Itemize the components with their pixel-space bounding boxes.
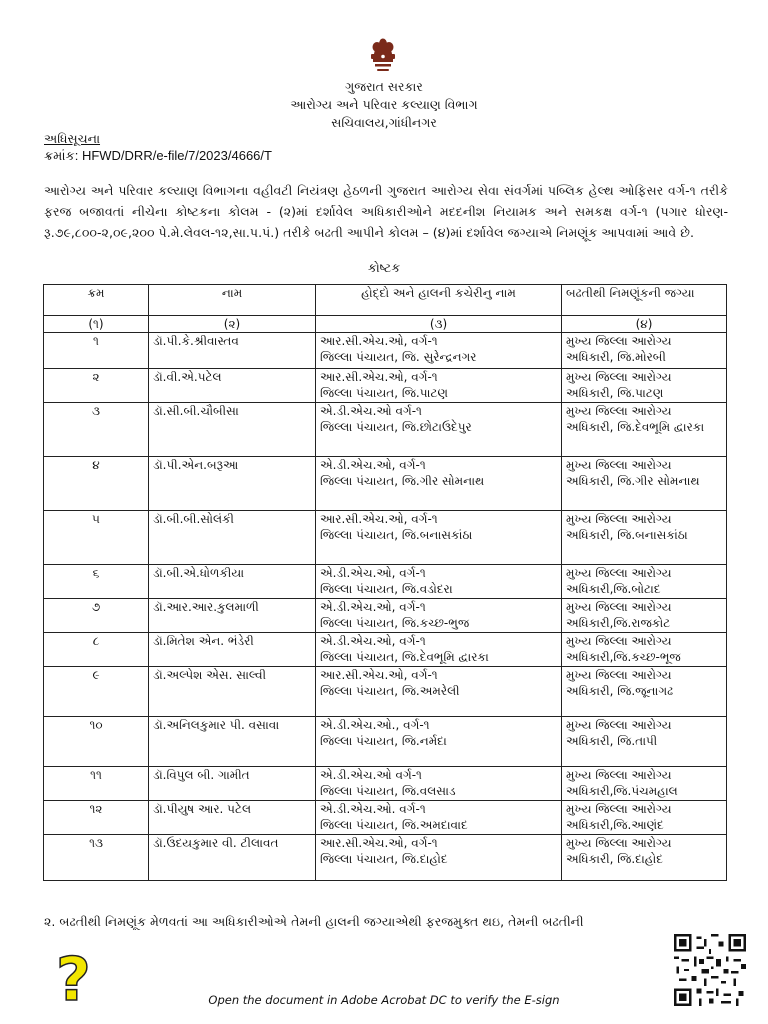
table-row (44, 403, 727, 457)
serial-cell-text: ૯ (92, 668, 100, 682)
serial-cell (44, 369, 149, 403)
new-post-cell-text: અધિકારી, જિ.મોરબી (566, 350, 666, 364)
new-post-cell-text: અધિકારી, જિ.જૂનાગઢ (566, 684, 674, 698)
new-post-cell-text: અધિકારી,જિ.કચ્છ-ભૂજ (566, 650, 681, 664)
current-post-cell-text: એ.ડી.એચ.ઓ, વર્ગ-૧ (320, 600, 426, 614)
new-post-cell (562, 599, 727, 633)
new-post-cell (562, 801, 727, 835)
serial-cell-text: ૫ (92, 512, 100, 526)
serial-cell-text: ૧૦ (89, 718, 103, 732)
name-cell (149, 767, 316, 801)
current-post-cell-text: જિલ્લા પંચાયત, જિ.નર્મદા (320, 734, 447, 748)
new-post-cell (562, 369, 727, 403)
new-post-cell-text: મુખ્ય જિલ્લા આરોગ્ય (566, 768, 672, 782)
column-number: (૪) (562, 316, 727, 333)
serial-cell (44, 599, 149, 633)
current-post-cell-text: આર.સી.એચ.ઓ, વર્ગ-૧ (320, 334, 438, 348)
current-post-cell-text: જિલ્લા પંચાયત, જિ.પાટણ (320, 386, 448, 400)
current-post-cell-text: જિલ્લા પંચાયત, જિ.કચ્છ-ભુજ (320, 616, 470, 630)
national-emblem-icon (360, 34, 406, 80)
new-post-cell-text: અધિકારી,જિ.રાજકોટ (566, 616, 671, 630)
current-post-cell (316, 403, 562, 457)
serial-cell-text: ૮ (92, 634, 100, 648)
current-post-cell (316, 801, 562, 835)
current-post-cell-text: જિલ્લા પંચાયત, જિ.અમદાવાદ (320, 818, 468, 832)
serial-cell-text: ૧૧ (90, 768, 102, 782)
new-post-cell (562, 667, 727, 717)
name-cell (149, 565, 316, 599)
current-post-cell (316, 835, 562, 881)
column-number: (૨) (149, 316, 316, 333)
name-cell (149, 633, 316, 667)
name-cell (149, 511, 316, 565)
new-post-cell-text: મુખ્ય જિલ્લા આરોગ્ય (566, 668, 672, 682)
new-post-cell-text: મુખ્ય જિલ્લા આરોગ્ય (566, 334, 672, 348)
new-post-cell (562, 403, 727, 457)
name-cell-text: ડૉ.અનિલકુમાર પી. વસાવા (153, 718, 280, 732)
new-post-cell (562, 511, 727, 565)
name-cell-text: ડૉ.પી.એન.બરૂઆ (153, 458, 239, 472)
order-number: ક્રમાંક: HFWD/DRR/e-file/7/2023/4666/T (44, 148, 272, 163)
new-post-cell-text: મુખ્ય જિલ્લા આરોગ્ય (566, 802, 672, 816)
current-post-cell-text: એ.ડી.એચ.ઓ, વર્ગ-૧ (320, 458, 426, 472)
column-number-row (44, 316, 727, 333)
serial-cell-text: ૧૨ (89, 802, 103, 816)
new-post-cell (562, 633, 727, 667)
current-post-cell-text: આર.સી.એચ.ઓ, વર્ગ-૧ (320, 370, 438, 384)
new-post-cell-text: અધિકારી, જિ.પાટણ (566, 386, 664, 400)
current-post-cell-text: એ.ડી.એચ.ઓ વર્ગ-૧ (320, 404, 422, 418)
serial-cell-text: ૧ (93, 334, 99, 348)
current-post-cell (316, 599, 562, 633)
notification-label: અધિસૂચના (44, 131, 101, 146)
name-cell-text: ડૉ.બી.બી.સોલંકી (153, 512, 234, 526)
current-post-cell (316, 457, 562, 511)
table-header-row (44, 285, 727, 316)
new-post-cell-text: મુખ્ય જિલ્લા આરોગ્ય (566, 718, 672, 732)
name-cell (149, 599, 316, 633)
name-cell (149, 835, 316, 881)
qr-code-icon (674, 934, 746, 1006)
current-post-cell-text: આર.સી.એચ.ઓ, વર્ગ-૧ (320, 668, 438, 682)
table-row (44, 457, 727, 511)
current-post-cell (316, 667, 562, 717)
name-cell-text: ડૉ.આર.આર.કુલમાળી (153, 600, 259, 614)
serial-cell (44, 801, 149, 835)
body-paragraph: આરોગ્ય અને પરિવાર કલ્યાણ વિભાગના વહીવટી નિયંત્રણ હેઠળની ગુજરાત આરોગ્ય સેવા સંવર્ગમાં પબ્લિક હેલ્થ ઓફિસર વર્ગ-૧ તરીકે ફરજ બજાવતાં નીચેના કોષ્ટકના કોલમ - (૨)માં દર્શાવેલ અધિકારીઓને મદદનીશ નિયામક અને સમકક્ષ વર્ગ-૧ (પગાર ધોરણ- રૂ.૭૯,૮૦૦-૨,૦૯,૨૦૦ પે.મે.લેવલ-૧૨,સા.પ.પં.) તરીકે બઢતી આપીને કોલમ – (૪)માં દર્શાવેલ જગ્યાએ નિમણૂંક આપવામાં આવે છે. (44, 183, 728, 240)
new-post-cell-text: મુખ્ય જિલ્લા આરોગ્ય (566, 404, 672, 418)
unverified-signature-icon: ? (56, 945, 91, 1015)
current-post-cell-text: એ.ડી.એચ.ઓ., વર્ગ-૧ (320, 718, 430, 732)
serial-cell (44, 565, 149, 599)
serial-cell (44, 835, 149, 881)
current-post-cell (316, 333, 562, 369)
serial-cell (44, 667, 149, 717)
current-post-cell (316, 717, 562, 767)
new-post-cell-text: અધિકારી, જિ.ગીર સોમનાથ (566, 474, 700, 488)
new-post-cell-text: મુખ્ય જિલ્લા આરોગ્ય (566, 458, 672, 472)
new-post-cell-text: અધિકારી,જિ.આણંદ (566, 818, 664, 832)
current-post-cell-text: એ.ડી.એચ.ઓ, વર્ગ-૧ (320, 634, 426, 648)
column-number: (૧) (44, 316, 149, 333)
promotion-table (43, 284, 727, 881)
current-post-cell-text: એ.ડી.એચ.ઓ વર્ગ-૧ (320, 768, 422, 782)
table-row (44, 667, 727, 717)
serial-cell (44, 403, 149, 457)
table-title: કોષ્ટક (367, 260, 401, 275)
new-post-cell (562, 835, 727, 881)
table-row (44, 633, 727, 667)
department-name: આરોગ્ય અને પરિવાર કલ્યાણ વિભાગ (290, 97, 478, 112)
name-cell (149, 403, 316, 457)
name-cell-text: ડૉ.પી.કે.શ્રીવાસ્તવ (153, 334, 239, 348)
table-row (44, 767, 727, 801)
current-post-cell-text: એ.ડી.એચ.ઓ, વર્ગ-૧ (320, 566, 426, 580)
table-row (44, 599, 727, 633)
table-row (44, 565, 727, 599)
new-post-cell-text: મુખ્ય જિલ્લા આરોગ્ય (566, 566, 672, 580)
name-cell (149, 667, 316, 717)
new-post-cell-text: મુખ્ય જિલ્લા આરોગ્ય (566, 512, 672, 526)
serial-cell (44, 767, 149, 801)
current-post-cell (316, 565, 562, 599)
current-post-cell-text: જિલ્લા પંચાયત, જિ.વડોદરા (320, 582, 453, 596)
name-cell-text: ડૉ.અલ્પેશ એસ. સાલ્વી (153, 668, 267, 682)
serial-cell-text: ૭ (91, 600, 101, 614)
current-post-cell-text: જિલ્લા પંચાયત, જિ.દેવભૂમિ દ્વારકા (320, 650, 489, 664)
name-cell (149, 717, 316, 767)
new-post-cell-text: અધિકારી, જિ.બનાસકાંઠા (566, 528, 688, 542)
current-post-cell (316, 369, 562, 403)
table-row (44, 333, 727, 369)
name-cell-text: ડૉ.ઉદયકુમાર વી. ટીલાવત (153, 836, 279, 850)
new-post-cell-text: અધિકારી,જિ.બોટાદ (566, 582, 661, 596)
current-post-cell-text: જિલ્લા પંચાયત, જિ.દાહોદ (320, 852, 448, 866)
current-post-cell-text: જિલ્લા પંચાયત, જિ.અમરેલી (320, 684, 460, 698)
current-post-cell-text: આર.સી.એચ.ઓ, વર્ગ-૧ (320, 512, 438, 526)
esign-verify-notice: Open the document in Adobe Acrobat DC to verify the E-sign (208, 993, 560, 1007)
name-cell-text: ડૉ.મિતેશ એન. ભંડેરી (153, 634, 254, 648)
serial-cell (44, 511, 149, 565)
current-post-cell (316, 511, 562, 565)
new-post-cell-text: અધિકારી, જિ.દાહોદ (566, 852, 664, 866)
new-post-cell (562, 333, 727, 369)
serial-cell-text: ૩ (92, 404, 100, 418)
current-post-cell-text: એ.ડી.એચ.ઓ. વર્ગ-૧ (320, 802, 426, 816)
new-post-cell-text: મુખ્ય જિલ્લા આરોગ્ય (566, 836, 672, 850)
name-cell (149, 369, 316, 403)
current-post-cell-text: જિલ્લા પંચાયત, જિ. સુરેન્દ્રનગર (320, 350, 477, 364)
current-post-cell-text: જિલ્લા પંચાયત, જિ.છોટાઉદેપુર (320, 420, 472, 434)
table-row (44, 801, 727, 835)
serial-cell-text: ૬ (92, 566, 100, 580)
name-cell-text: ડૉ.પીયુષ આર. પટેલ (153, 802, 252, 816)
header-cell-new-post: બઢતીથી નિમણૂંકની જગ્યા (562, 285, 727, 316)
new-post-cell (562, 767, 727, 801)
current-post-cell-text: આર.સી.એચ.ઓ, વર્ગ-૧ (320, 836, 438, 850)
table-row (44, 369, 727, 403)
current-post-cell-text: જિલ્લા પંચાયત, જિ.બનાસકાંઠા (320, 528, 473, 542)
new-post-cell-text: મુખ્ય જિલ્લા આરોગ્ય (566, 634, 672, 648)
current-post-cell (316, 633, 562, 667)
serial-cell (44, 457, 149, 511)
new-post-cell-text: અધિકારી,જિ.પંચમહાલ (566, 784, 678, 798)
name-cell-text: ડૉ.સી.બી.ચૌબીસા (153, 404, 239, 418)
name-cell (149, 457, 316, 511)
new-post-cell-text: અધિકારી, જિ.તાપી (566, 734, 658, 748)
government-name: ગુજરાત સરકાર (345, 79, 423, 94)
table-row (44, 511, 727, 565)
serial-cell-text: ૧૩ (89, 836, 103, 850)
new-post-cell-text: મુખ્ય જિલ્લા આરોગ્ય (566, 370, 672, 384)
serial-cell-text: ૪ (92, 458, 100, 472)
name-cell-text: ડૉ.વી.એ.પટેલ (153, 370, 222, 384)
header-cell-name: નામ (149, 285, 316, 316)
new-post-cell-text: અધિકારી, જિ.દેવભૂમિ દ્વારકા (566, 420, 705, 434)
office-location: સચિવાલય,ગાંધીનગર (331, 115, 437, 130)
new-post-cell-text: મુખ્ય જિલ્લા આરોગ્ય (566, 600, 672, 614)
column-number: (૩) (316, 316, 562, 333)
table-row (44, 717, 727, 767)
serial-cell-text: ૨ (92, 370, 100, 384)
footer-paragraph: ૨. બઢતીથી નિમણૂંક મેળવતાં આ અધિકારીઓએ તેમની હાલની જગ્યાએથી ફરજમુક્ત થઇ, તેમની બઢતીની (44, 914, 584, 929)
serial-cell (44, 717, 149, 767)
current-post-cell (316, 767, 562, 801)
table-row (44, 835, 727, 881)
name-cell-text: ડૉ.વિપુલ બી. ગામીત (153, 768, 250, 782)
current-post-cell-text: જિલ્લા પંચાયત, જિ.ગીર સોમનાથ (320, 474, 485, 488)
new-post-cell (562, 717, 727, 767)
new-post-cell (562, 457, 727, 511)
header-cell-serial: ક્રમ (44, 285, 149, 316)
serial-cell (44, 333, 149, 369)
name-cell (149, 801, 316, 835)
name-cell-text: ડૉ.બી.એ.ધોળકીયા (153, 566, 245, 580)
current-post-cell-text: જિલ્લા પંચાયત, જિ.વલસાડ (320, 784, 456, 798)
serial-cell (44, 633, 149, 667)
new-post-cell (562, 565, 727, 599)
header-cell-post: હોદ્દો અને હાલની કચેરીનુ નામ (316, 285, 562, 316)
name-cell (149, 333, 316, 369)
